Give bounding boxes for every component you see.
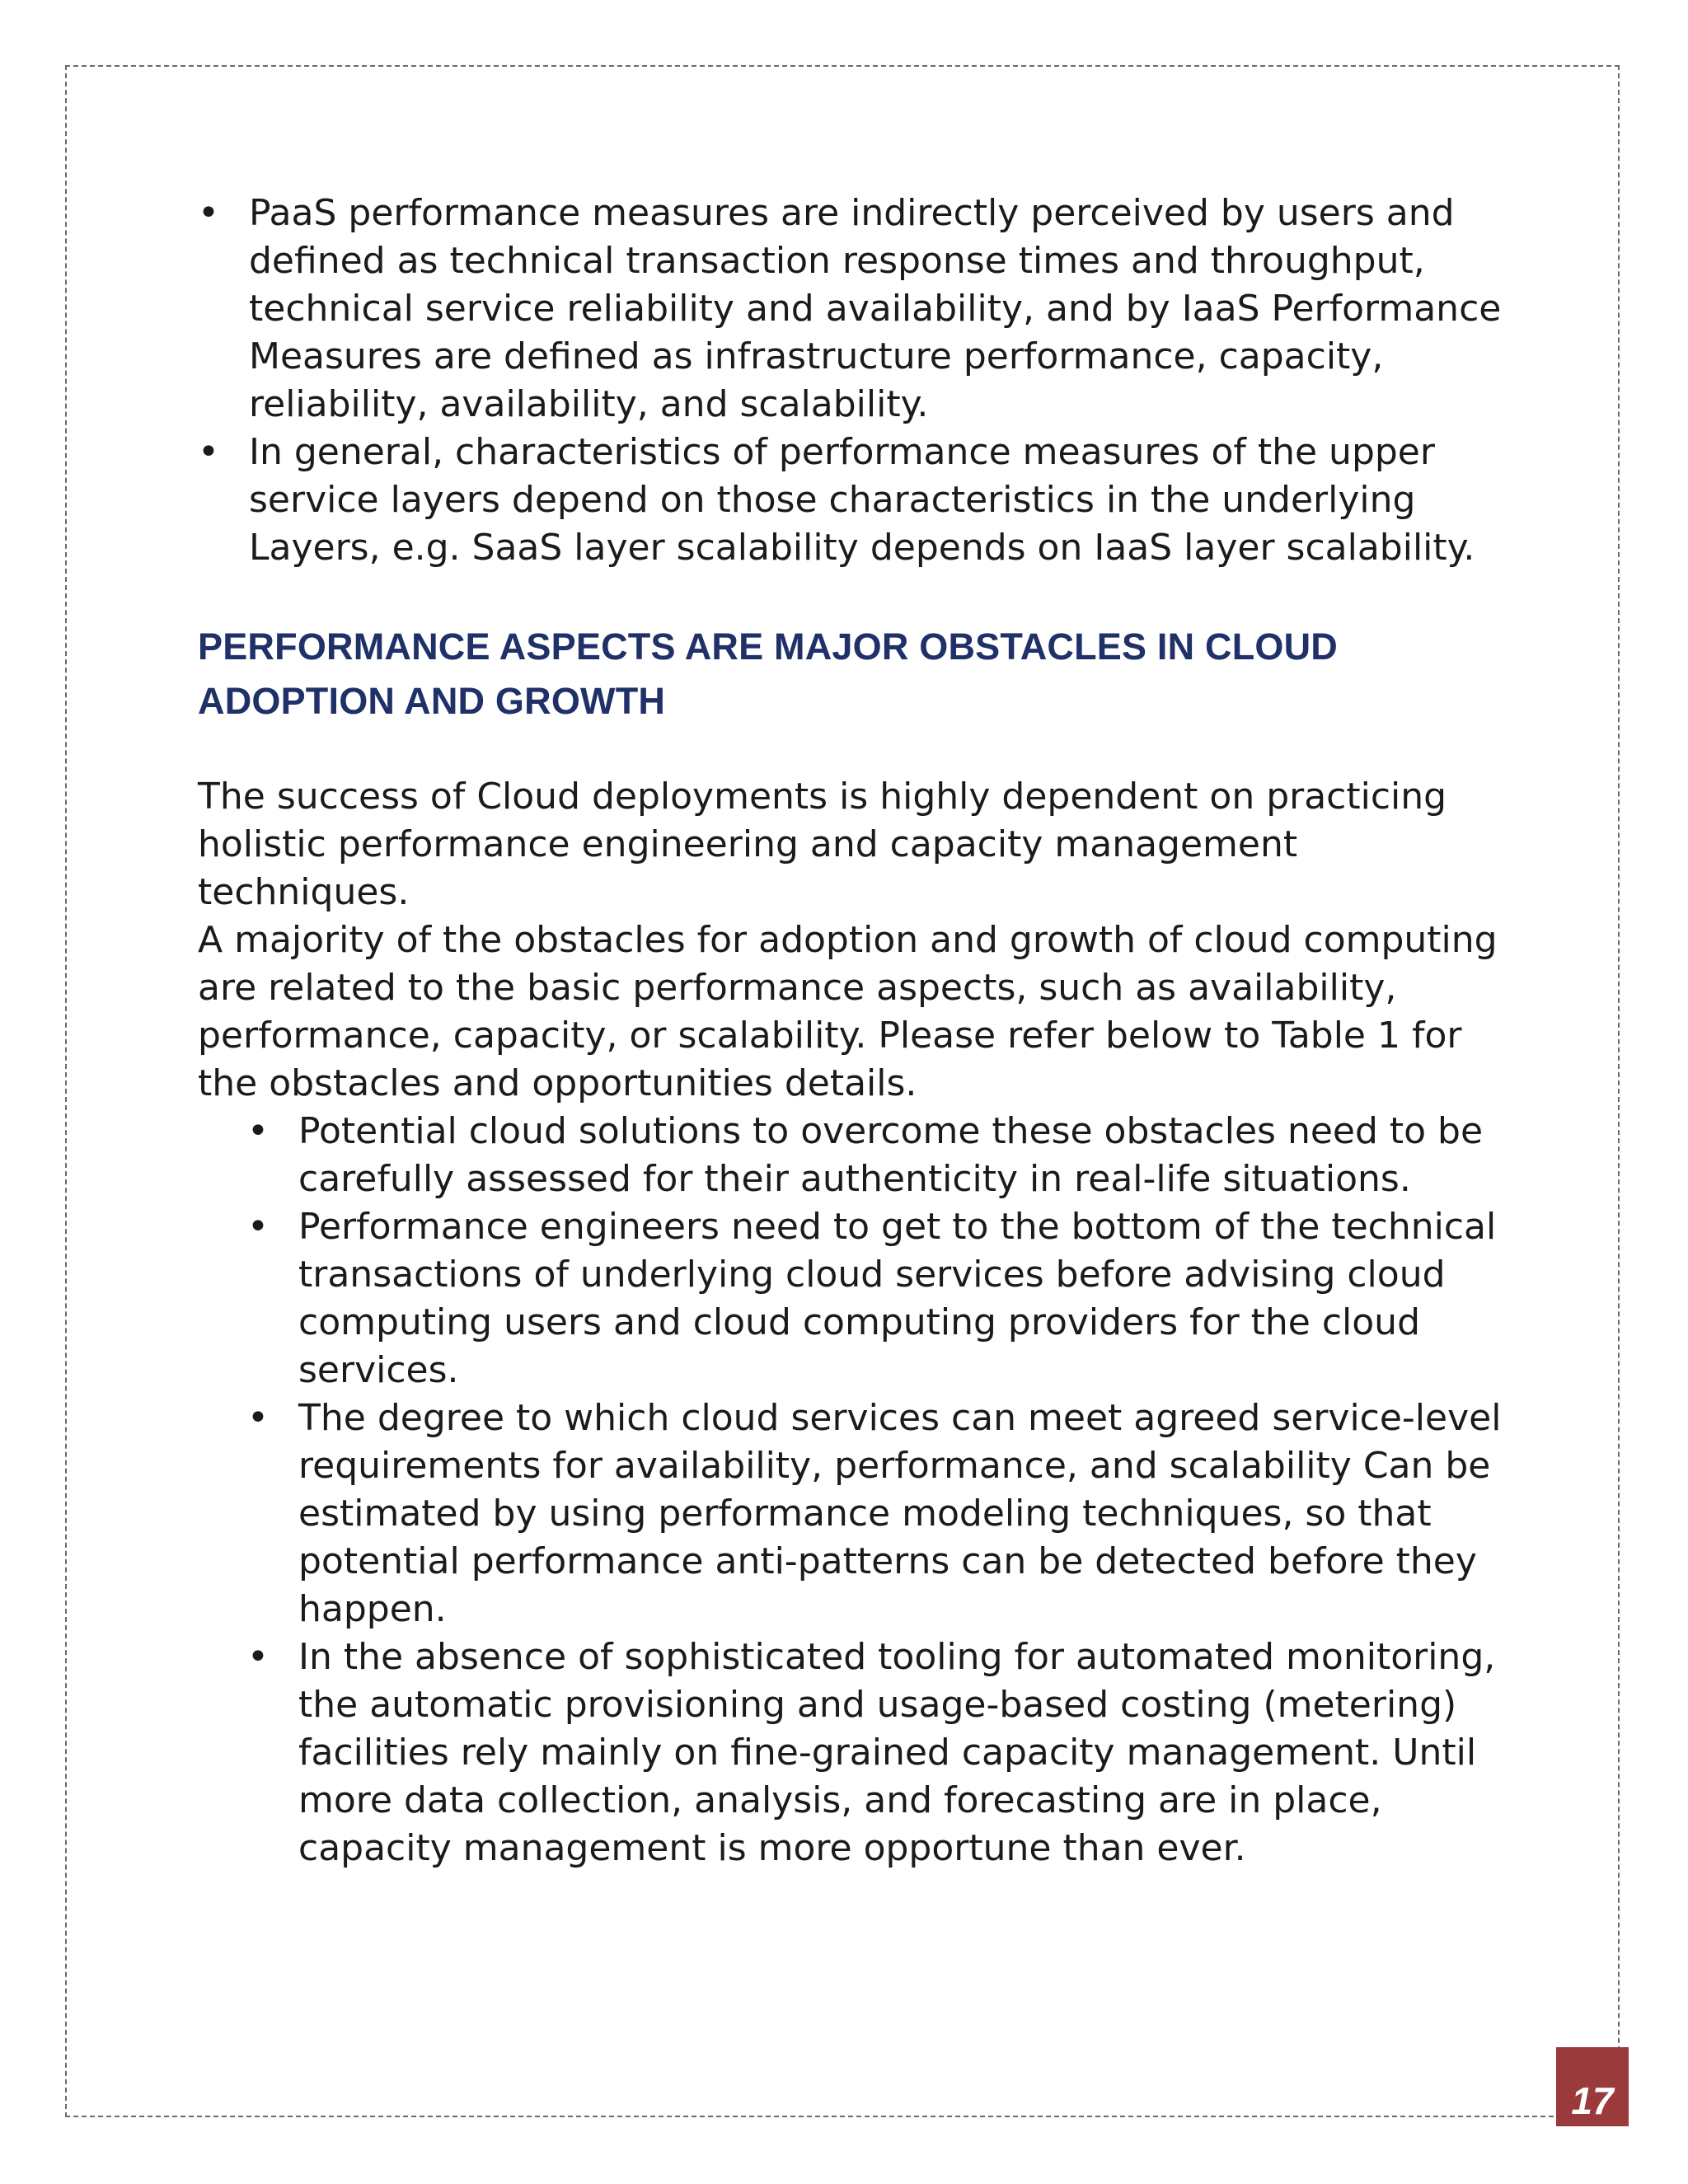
- bullet-item: • In general, characteristics of performance measures of the upper service layers depend on those characteristics in the underlying Layers, e.g. SaaS layer scalability depends on IaaS layer scalability.: [198, 429, 1517, 572]
- top-bullet-list: [198, 190, 1517, 572]
- bullet-item: • The degree to which cloud services can meet agreed service-level requirements for availability, performance, and scalability Can be estimated by using performance modeling techniques, so that potential performance anti-patterns can be detected before they happen.: [247, 1394, 1517, 1633]
- document-body: [198, 190, 1517, 1872]
- paragraph: A majority of the obstacles for adoption and growth of cloud computing are related to the basic performance aspects, such as availability, performance, capacity, or scalability. Please refer below to Table 1 for the obstacles and opportunities details.: [198, 919, 1498, 1104]
- bullet-item: • Performance engineers need to get to the bottom of the technical transactions of underlying cloud services before advising cloud computing users and cloud computing providers for the cloud services.: [247, 1203, 1517, 1394]
- bullet-item: • Potential cloud solutions to overcome these obstacles need to be carefully assessed for their authenticity in real-life situations.: [247, 1108, 1517, 1203]
- nested-bullet-list: [247, 1108, 1517, 1872]
- section-heading: PERFORMANCE ASPECTS ARE MAJOR OBSTACLES IN CLOUD ADOPTION AND GROWTH: [198, 626, 1339, 722]
- bullet-item: • PaaS performance measures are indirectly perceived by users and defined as technical transaction response times and throughput, technical service reliability and availability, and by IaaS Performance Measures are defined as infrastructure performance, capacity, reliability, availability, and scalability.: [198, 190, 1517, 429]
- paragraph: The success of Cloud deployments is highly dependent on practicing holistic performance engineering and capacity management techniques.: [198, 776, 1447, 913]
- bullet-item: • In the absence of sophisticated tooling for automated monitoring, the automatic provisioning and usage-based costing (metering) facilities rely mainly on fine-grained capacity management. Until more data collection, analysis, and forecasting are in place, capacity management is more opportune than ever.: [247, 1633, 1517, 1872]
- page-number: 17: [1556, 2047, 1629, 2126]
